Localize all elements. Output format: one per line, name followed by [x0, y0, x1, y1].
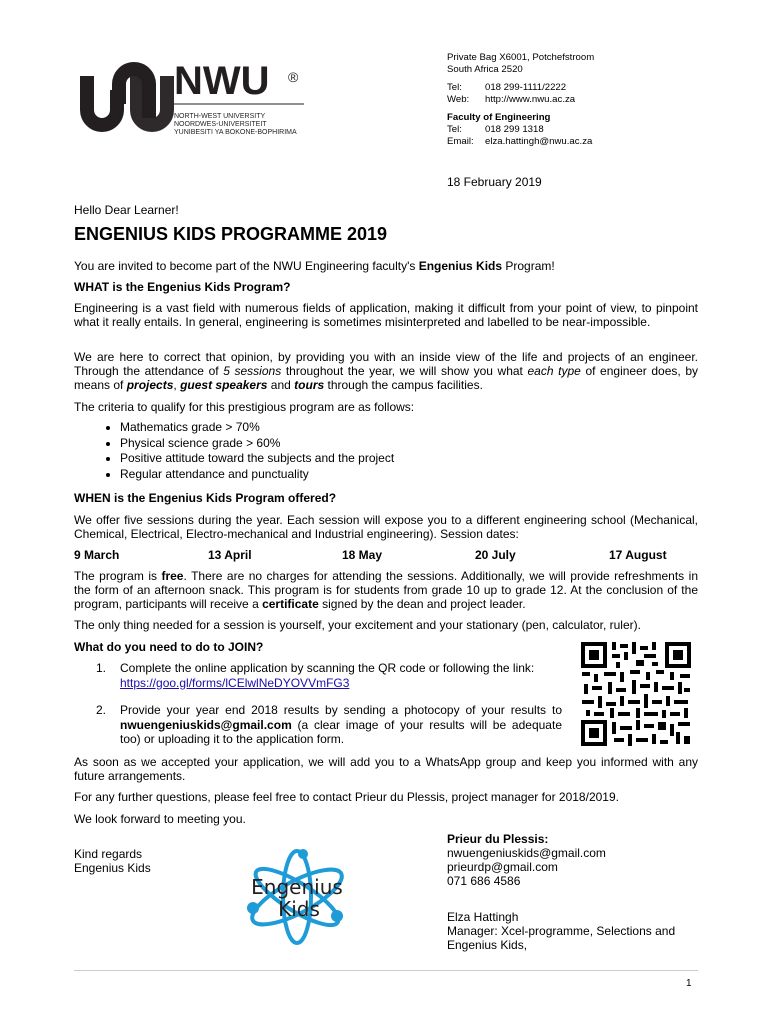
faculty-block: Faculty of Engineering Tel: 018 299 1318 Email: elza.hattingh@nwu.ac.za: [447, 112, 593, 148]
questions-paragraph: For any further questions, please feel free to contact Prieur du Plessis, project manager for 2018/2019.: [74, 790, 619, 804]
list-item: • Positive attitude toward the subjects and the project: [120, 451, 394, 467]
address-line-2: South Africa 2520: [447, 64, 523, 76]
session-date: 18 May: [342, 548, 383, 562]
engenius-kids-logo: [243, 848, 351, 946]
svg-text:NORTH-WEST UNIVERSITY: NORTH-WEST UNIVERSITY: [174, 113, 266, 120]
faculty-email[interactable]: elza.hattingh@nwu.ac.za: [485, 136, 593, 148]
manager-title: Manager: Xcel-programme, Selections and Engenius Kids,: [447, 924, 676, 952]
greeting: Hello Dear Learner!: [74, 203, 179, 217]
manager-name: Elza Hattingh: [447, 910, 519, 924]
manager-signature: [447, 910, 697, 952]
svg-text:Engenius: Engenius: [251, 875, 343, 899]
contact-name: Prieur du Plessis:: [447, 832, 549, 846]
svg-text:YUNIBESITI YA BOKONE-BOPHIRIMA: YUNIBESITI YA BOKONE-BOPHIRIMA: [174, 129, 297, 136]
list-item: • Regular attendance and punctuality: [120, 467, 394, 483]
qr-code[interactable]: [580, 640, 692, 748]
program-email[interactable]: nwuengeniuskids@gmail.com: [120, 717, 292, 732]
step-2: 2. Provide your year end 2018 results by sending a photocopy of your results to nwuengeniuskids@gmail.com (a clear image of your results will be adequate too) or uploading it to the application form.: [96, 703, 562, 746]
logo-wordmark: NWU: [174, 60, 270, 103]
invite-line: You are invited to become part of the NWU Engineering faculty's Engenius Kids Program!: [74, 259, 555, 273]
contact-signature: [447, 832, 606, 888]
regards: Kind regards: [74, 847, 143, 861]
address-line-1: Private Bag X6001, Potchefstroom: [447, 52, 595, 63]
what-heading: WHAT is the Engenius Kids Program?: [74, 280, 291, 294]
list-item: • Mathematics grade > 70%: [120, 420, 394, 436]
intro-paragraph: Engineering is a vast field with numerous fields of application, making it difficult from your point of view, to pinpoint what it really entails. In general, engineering is sometimes misinterpreted and labelled to be near-impossible.: [74, 301, 698, 329]
criteria-list: [74, 420, 394, 482]
session-dates: [74, 548, 698, 564]
page-number: 1: [686, 978, 692, 989]
footer-divider: [74, 970, 698, 971]
criteria-intro: The criteria to qualify for this prestigious program are as follows:: [74, 400, 415, 414]
purpose-paragraph: We are here to correct that opinion, by providing you with an inside view of the life and projects of an engineer. Through the attendance of 5 sessions throughout the year, we will show you what each type of engineer does, by means of projects, guest speakers and tours through the campus facilities.: [74, 350, 699, 392]
svg-text:NOORDWES-UNIVERSITEIT: NOORDWES-UNIVERSITEIT: [174, 121, 267, 128]
web-value[interactable]: http://www.nwu.ac.za: [485, 94, 576, 106]
whatsapp-paragraph: As soon as we accepted your application, we will add you to a WhatsApp group and keep you informed with any future arrangements.: [74, 755, 698, 783]
svg-text:®: ®: [288, 69, 299, 85]
free-paragraph: The program is free. There are no charges for attending the sessions. Additionally, we will provide refreshments in the form of an afternoon snack. This program is for students from grade 10 up to grade 12. At the conclusion of the program, participants will receive a certificate signed by the dean and project leader.: [74, 569, 698, 611]
address-block: [447, 52, 594, 76]
contact-email-1[interactable]: nwuengeniuskids@gmail.com: [447, 846, 606, 860]
join-heading: What do you need to do to JOIN?: [74, 640, 264, 654]
regards-block: [74, 847, 151, 875]
faculty-name: Faculty of Engineering: [447, 112, 551, 123]
signature-org: Engenius Kids: [74, 861, 151, 875]
contact-email-2[interactable]: prieurdp@gmail.com: [447, 860, 558, 874]
nwu-logo: [78, 60, 308, 140]
page-title: ENGENIUS KIDS PROGRAMME 2019: [74, 224, 388, 244]
needs-paragraph: The only thing needed for a session is yourself, your excitement and your stationary (pen, calculator, ruler).: [74, 618, 641, 632]
session-date: 13 April: [208, 548, 252, 562]
letter-date: 18 February 2019: [447, 175, 542, 189]
session-date: 17 August: [609, 548, 667, 562]
session-date: 9 March: [74, 548, 120, 562]
sessions-paragraph: We offer five sessions during the year. Each session will expose you to a different engineering school (Mechanical, Chemical, Electrical, Electro-mechanical and Industrial engineering). Session dates:: [74, 513, 698, 541]
when-heading: WHEN is the Engenius Kids Program offered?: [74, 491, 337, 505]
list-item: • Physical science grade > 60%: [120, 436, 394, 452]
closing-line: We look forward to meeting you.: [74, 812, 246, 826]
contact-block: Tel: 018 299-1111/2222 Web: http://www.nwu.ac.za: [447, 82, 576, 106]
application-form-link[interactable]: https://goo.gl/forms/lCElwlNeDYOVVmFG3: [120, 675, 350, 690]
step-1: 1. Complete the online application by scanning the QR code or following the link: https://goo.gl/forms/lCElwlNeDYOVVmFG3: [96, 661, 535, 690]
svg-text:Kids: Kids: [278, 897, 320, 921]
faculty-tel: 018 299 1318: [485, 124, 544, 136]
contact-phone: 071 686 4586: [447, 874, 521, 888]
session-date: 20 July: [475, 548, 516, 562]
tel-value: 018 299-1111/2222: [485, 82, 567, 93]
